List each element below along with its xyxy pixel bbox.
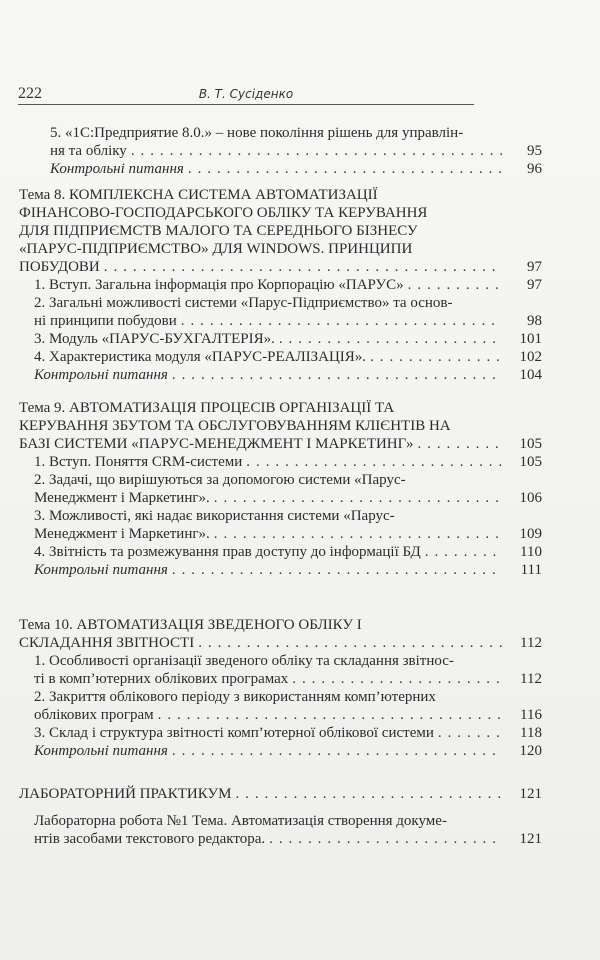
dot-leader xyxy=(172,742,502,760)
toc-page-number: 102 xyxy=(519,349,542,365)
lab-work-entry: Лабораторна робота №1 Тема. Автоматизація створення докуме- xyxy=(34,813,447,829)
toc-page-number: 98 xyxy=(527,313,542,329)
toc-page-number: 104 xyxy=(519,367,542,383)
running-header-author: В. Т. Сусіденко xyxy=(198,87,294,101)
toc-entry: Менеджмент і Маркетинг». xyxy=(34,490,210,506)
toc-page-number: 95 xyxy=(527,143,542,159)
toc-entry: ня та обліку xyxy=(50,143,127,159)
dot-leader xyxy=(158,706,502,724)
toc-entry: 5. «1С:Предприятие 8.0.» – нове покоління рішень для управлін- xyxy=(50,125,464,141)
lab-work-entry: нтів засобами текстового редактора. xyxy=(34,831,266,847)
topic-title: «ПАРУС-ПІДПРИЄМСТВО» ДЛЯ WINDOWS. ПРИНЦИПИ xyxy=(19,241,413,257)
toc-page-number: 121 xyxy=(519,786,542,802)
control-questions-entry: Контрольні питання xyxy=(34,562,168,578)
topic-title: КЕРУВАННЯ ЗБУТОМ ТА ОБСЛУГОВУВАННЯМ КЛІЄНТІВ НА xyxy=(19,418,451,434)
dot-leader xyxy=(246,453,502,471)
toc-entry: 1. Особливості організації зведеного обліку та складання звітнос- xyxy=(34,653,454,669)
dot-leader xyxy=(417,435,502,453)
toc-entry: 1. Вступ. Поняття CRM-системи xyxy=(34,454,243,470)
topic-title: ФІНАНСОВО-ГОСПОДАРСЬКОГО ОБЛІКУ ТА КЕРУВАННЯ xyxy=(19,205,428,221)
dot-leader xyxy=(279,330,502,348)
control-questions-entry: Контрольні питання xyxy=(34,367,168,383)
dot-leader xyxy=(438,724,502,742)
toc-entry: 2. Задачі, що вирішуються за допомогою системи «Парус- xyxy=(34,472,406,488)
dot-leader xyxy=(269,830,502,848)
dot-leader xyxy=(370,348,502,366)
page-number: 222 xyxy=(18,85,42,102)
dot-leader xyxy=(198,634,502,652)
dot-leader xyxy=(131,142,502,160)
toc-entry: 4. Звітність та розмежування прав доступу до інформації БД xyxy=(34,544,421,560)
toc-page-number: 97 xyxy=(527,277,542,293)
toc-page-number: 112 xyxy=(520,671,542,687)
toc-page-number: 121 xyxy=(519,831,542,847)
toc-entry: облікових програм xyxy=(34,707,154,723)
toc-page-number: 111 xyxy=(520,562,542,578)
toc-page-number: 105 xyxy=(519,454,542,470)
running-header xyxy=(18,84,474,105)
toc-page-number: 112 xyxy=(520,635,542,651)
topic-title: ПОБУДОВИ xyxy=(19,259,100,275)
control-questions-entry: Контрольні питання xyxy=(34,743,168,759)
topic-title: Тема 8. КОМПЛЕКСНА СИСТЕМА АВТОМАТИЗАЦІЇ xyxy=(19,187,378,203)
dot-leader xyxy=(188,160,502,178)
toc-entry: 1. Вступ. Загальна інформація про Корпорацію «ПАРУС» xyxy=(34,277,404,293)
dot-leader xyxy=(235,785,502,803)
dot-leader xyxy=(425,543,502,561)
toc-page-number: 120 xyxy=(519,743,542,759)
dot-leader xyxy=(172,561,502,579)
toc-entry: 3. Можливості, які надає використання системи «Парус- xyxy=(34,508,395,524)
toc-entry: 3. Склад і структура звітності комп’ютерної облікової системи xyxy=(34,725,434,741)
topic-title: Тема 10. АВТОМАТИЗАЦІЯ ЗВЕДЕНОГО ОБЛІКУ І xyxy=(19,617,362,633)
control-questions-entry: Контрольні питання xyxy=(50,161,184,177)
dot-leader xyxy=(214,489,502,507)
toc-entry: 2. Загальні можливості системи «Парус-Підприємство» та основ- xyxy=(34,295,453,311)
toc-page-number: 96 xyxy=(527,161,542,177)
dot-leader xyxy=(172,366,502,384)
topic-title: БАЗІ СИСТЕМИ «ПАРУС-МЕНЕДЖМЕНТ І МАРКЕТИНГ» xyxy=(19,436,414,452)
dot-leader xyxy=(214,525,502,543)
toc-entry: ті в комп’ютерних облікових програмах xyxy=(34,671,289,687)
dot-leader xyxy=(181,312,502,330)
toc-page-number: 110 xyxy=(520,544,542,560)
topic-title: СКЛАДАННЯ ЗВІТНОСТІ xyxy=(19,635,195,651)
toc-page-number: 106 xyxy=(519,490,542,506)
topic-title: ДЛЯ ПІДПРИЄМСТВ МАЛОГО ТА СЕРЕДНЬОГО БІЗНЕСУ xyxy=(19,223,418,239)
toc-page-number: 109 xyxy=(519,526,542,542)
dot-leader xyxy=(408,276,502,294)
toc-entry: ні принципи побудови xyxy=(34,313,177,329)
toc-entry: 4. Характеристика модуля «ПАРУС-РЕАЛІЗАЦІЯ». xyxy=(34,349,367,365)
toc-entry: Менеджмент і Маркетинг». xyxy=(34,526,210,542)
topic-title: Тема 9. АВТОМАТИЗАЦІЯ ПРОЦЕСІВ ОРГАНІЗАЦІЇ ТА xyxy=(19,400,395,416)
toc-page-number: 97 xyxy=(527,259,542,275)
lab-practicum-title: ЛАБОРАТОРНИЙ ПРАКТИКУМ xyxy=(19,786,232,802)
toc-page-number: 105 xyxy=(519,436,542,452)
toc-page-number: 116 xyxy=(520,707,542,723)
dot-leader xyxy=(104,258,502,276)
toc-entry: 2. Закриття облікового періоду з використанням комп’ютерних xyxy=(34,689,436,705)
toc-page-number: 118 xyxy=(520,725,542,741)
toc-page-number: 101 xyxy=(519,331,542,347)
dot-leader xyxy=(292,670,502,688)
toc-entry: 3. Модуль «ПАРУС-БУХГАЛТЕРІЯ». xyxy=(34,331,275,347)
